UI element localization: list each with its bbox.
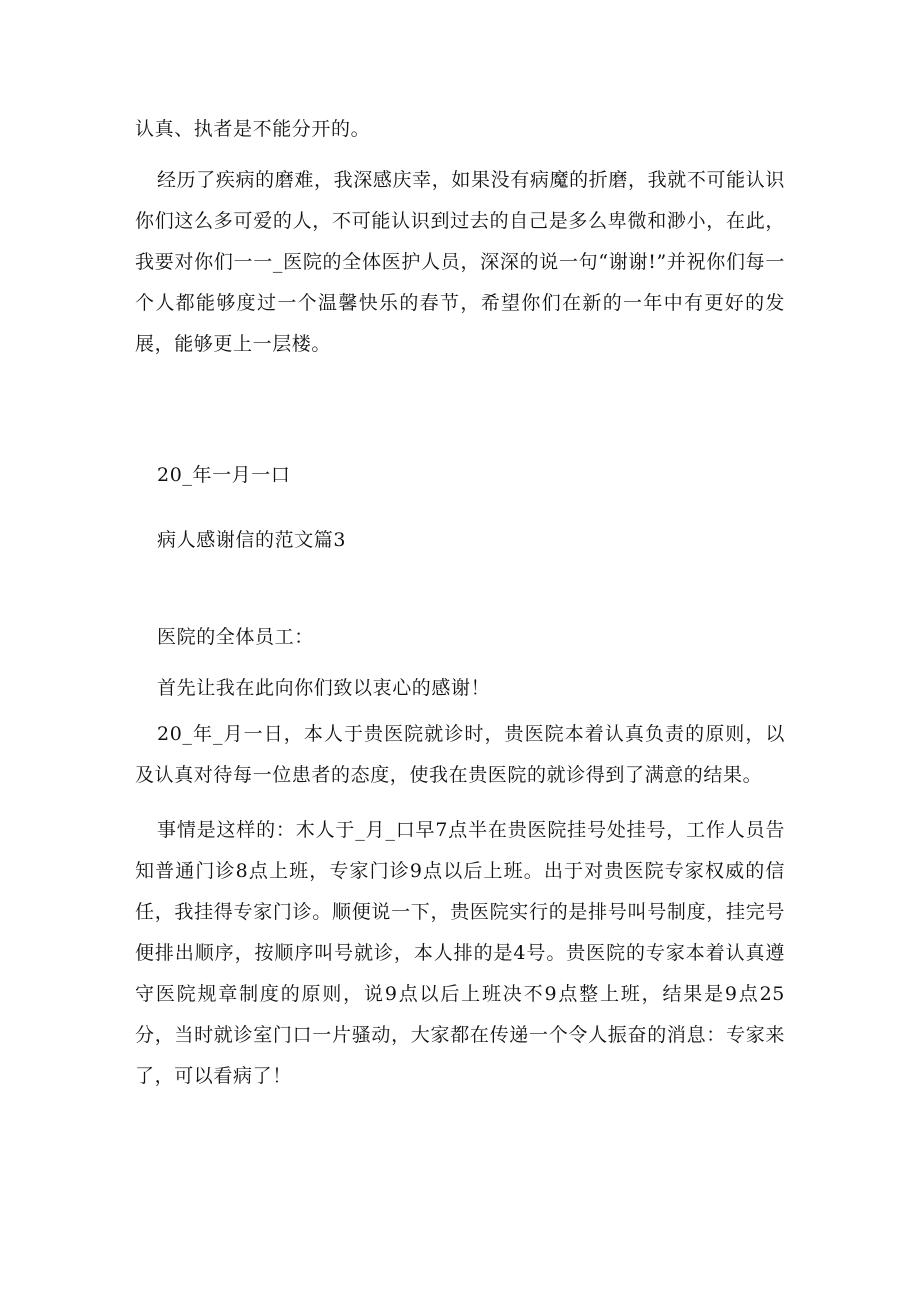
body-paragraph-visit: 20_年_月一日，本人于贵医院就诊时，贵医院本着认真负责的原则，以及认真对待每一位患者的态度，使我在贵医院的就诊得到了满意的结果。 xyxy=(135,723,785,786)
salutation: 医院的全体员工： xyxy=(157,626,314,648)
paragraph-gratitude: 经历了疾病的磨难，我深感庆幸，如果没有病魔的折磨，我就不可能认识你们这么多可爱的人，不可能认识到过去的自己是多么卑微和渺小，在此，我要对你们一一_医院的全体医护人员，深深的说一句“谢谢!”并祝你们每一个人都能够度过一个温馨快乐的春节，希望你们在新的一年中有更好的发展，能够更上一层楼。 xyxy=(135,169,785,355)
body-paragraph-story: 事情是这样的：木人于_月_口早7点半在贵医院挂号处挂号，工作人员告知普通门诊8点上班，专家门诊9点以后上班。出于对贵医院专家权威的信任，我挂得专家门诊。顺便说一下，贵医院实行的是排号叫号制度，挂完号便排出顺序，按顺序叫号就诊，本人排的是4号。贵医院的专家本着认真遵守医院规章制度的原则，说9点以后上班决不9点整上班，结果是9点25分，当时就诊室门口一片骚动，大家都在传递一个令人振奋的消息：专家来了，可以看病了！ xyxy=(135,819,785,1087)
date-line: 20_年一月一口 xyxy=(157,464,291,486)
opening-line: 首先让我在此向你们致以衷心的感谢！ xyxy=(157,677,491,699)
section-title: 病人感谢信的范文篇3 xyxy=(157,529,347,551)
paragraph-continuation: 认真、执者是不能分开的。 xyxy=(135,118,371,140)
